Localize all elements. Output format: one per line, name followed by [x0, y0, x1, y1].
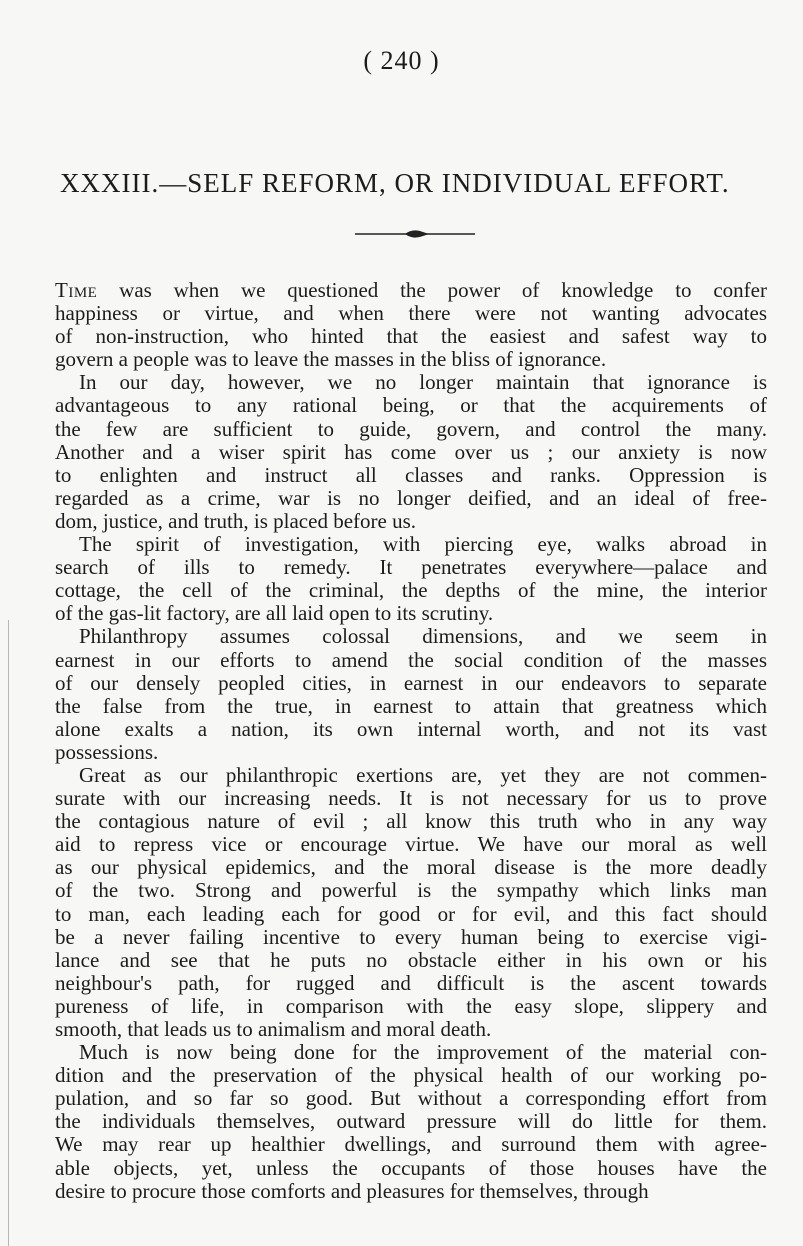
- paragraph: [55, 533, 767, 625]
- text-line: Much is now being done for the improvement of the material con-: [79, 1040, 767, 1065]
- article-body: [55, 279, 767, 1203]
- text-line: pureness of life, in comparison with the easy slope, slippery and: [55, 993, 767, 1018]
- paragraph: [55, 625, 767, 764]
- text-line: the false from the true, in earnest to attain that greatness which: [55, 693, 767, 718]
- text-line: regarded as a crime, war is no longer deified, and an ideal of free-: [55, 485, 767, 510]
- text-line: Philanthropy assumes colossal dimensions, and we seem in: [79, 624, 767, 649]
- text-line: desire to procure those comforts and pleasures for themselves, through: [55, 1178, 649, 1203]
- text-line: the individuals themselves, outward pressure will do little for them.: [55, 1109, 767, 1134]
- text-line: [55, 279, 767, 302]
- text-line: surate with our increasing needs. It is not necessary for us to prove: [55, 786, 767, 811]
- ornament-divider-icon: [355, 226, 475, 242]
- paragraph: [55, 764, 767, 1041]
- text-line: to enlighten and instruct all classes and ranks. Oppression is: [55, 462, 767, 487]
- text-line: happiness or virtue, and when there were not wanting advocates: [55, 301, 767, 326]
- lead-word: Time: [55, 278, 98, 302]
- text-line: lance and see that he puts no obstacle either in his own or his: [55, 947, 767, 972]
- text-line: to man, each leading each for good or for evil, and this fact should: [55, 901, 767, 926]
- text-line: as our physical epidemics, and the moral disease is the more deadly: [55, 855, 767, 880]
- page-margin-rule: [8, 620, 9, 1246]
- text-line: Great as our philanthropic exertions are, yet they are not commen-: [79, 762, 767, 787]
- paragraph: [55, 279, 767, 371]
- text-line: dition and the preservation of the physical health of our working po-: [55, 1063, 767, 1088]
- text-line: We may rear up healthier dwellings, and surround them with agree-: [55, 1132, 767, 1157]
- text-line: dom, justice, and truth, is placed before us.: [55, 508, 416, 533]
- text-line: The spirit of investigation, with piercing eye, walks abroad in: [79, 532, 767, 557]
- text-line: Another and a wiser spirit has come over us ; our anxiety is now: [55, 439, 767, 464]
- chapter-title: XXXIII.—SELF REFORM, OR INDIVIDUAL EFFORT.: [60, 168, 730, 198]
- text-line: the few are sufficient to guide, govern, and control the many.: [55, 416, 767, 441]
- paragraph: [55, 371, 767, 533]
- text-line: govern a people was to leave the masses in the bliss of ignorance.: [55, 347, 607, 372]
- text-line: In our day, however, we no longer maintain that ignorance is: [79, 370, 767, 395]
- text-line: possessions.: [55, 739, 159, 764]
- text-line: aid to repress vice or encourage virtue. We have our moral as well: [55, 832, 767, 857]
- text-line: of our densely peopled cities, in earnest in our endeavors to separate: [55, 670, 767, 695]
- lead-line-text: was when we questioned the power of knowledge to confer: [97, 278, 767, 302]
- text-line: pulation, and so far so good. But without a corresponding effort from: [55, 1086, 767, 1111]
- text-line: advantageous to any rational being, or that the acquirements of: [55, 393, 767, 418]
- text-line: neighbour's path, for rugged and difficult is the ascent towards: [55, 970, 767, 995]
- text-line: smooth, that leads us to animalism and moral death.: [55, 1017, 492, 1041]
- text-line: of non-instruction, who hinted that the easiest and safest way to: [55, 324, 767, 349]
- page-number: ( 240 ): [363, 46, 440, 75]
- text-line: of the gas-lit factory, are all laid open to its scrutiny.: [55, 601, 494, 626]
- text-line: earnest in our efforts to amend the social condition of the masses: [55, 647, 767, 672]
- text-line: able objects, yet, unless the occupants of those houses have the: [55, 1155, 767, 1180]
- paragraph: [55, 1041, 767, 1203]
- text-line: search of ills to remedy. It penetrates everywhere—palace and: [55, 555, 767, 580]
- text-line: of the two. Strong and powerful is the sympathy which links man: [55, 878, 767, 903]
- text-line: cottage, the cell of the criminal, the depths of the mine, the interior: [55, 578, 767, 603]
- text-line: the contagious nature of evil ; all know this truth who in any way: [55, 809, 767, 834]
- text-line: alone exalts a nation, its own internal worth, and not its vast: [55, 716, 767, 741]
- text-line: be a never failing incentive to every human being to exercise vigi-: [55, 924, 767, 949]
